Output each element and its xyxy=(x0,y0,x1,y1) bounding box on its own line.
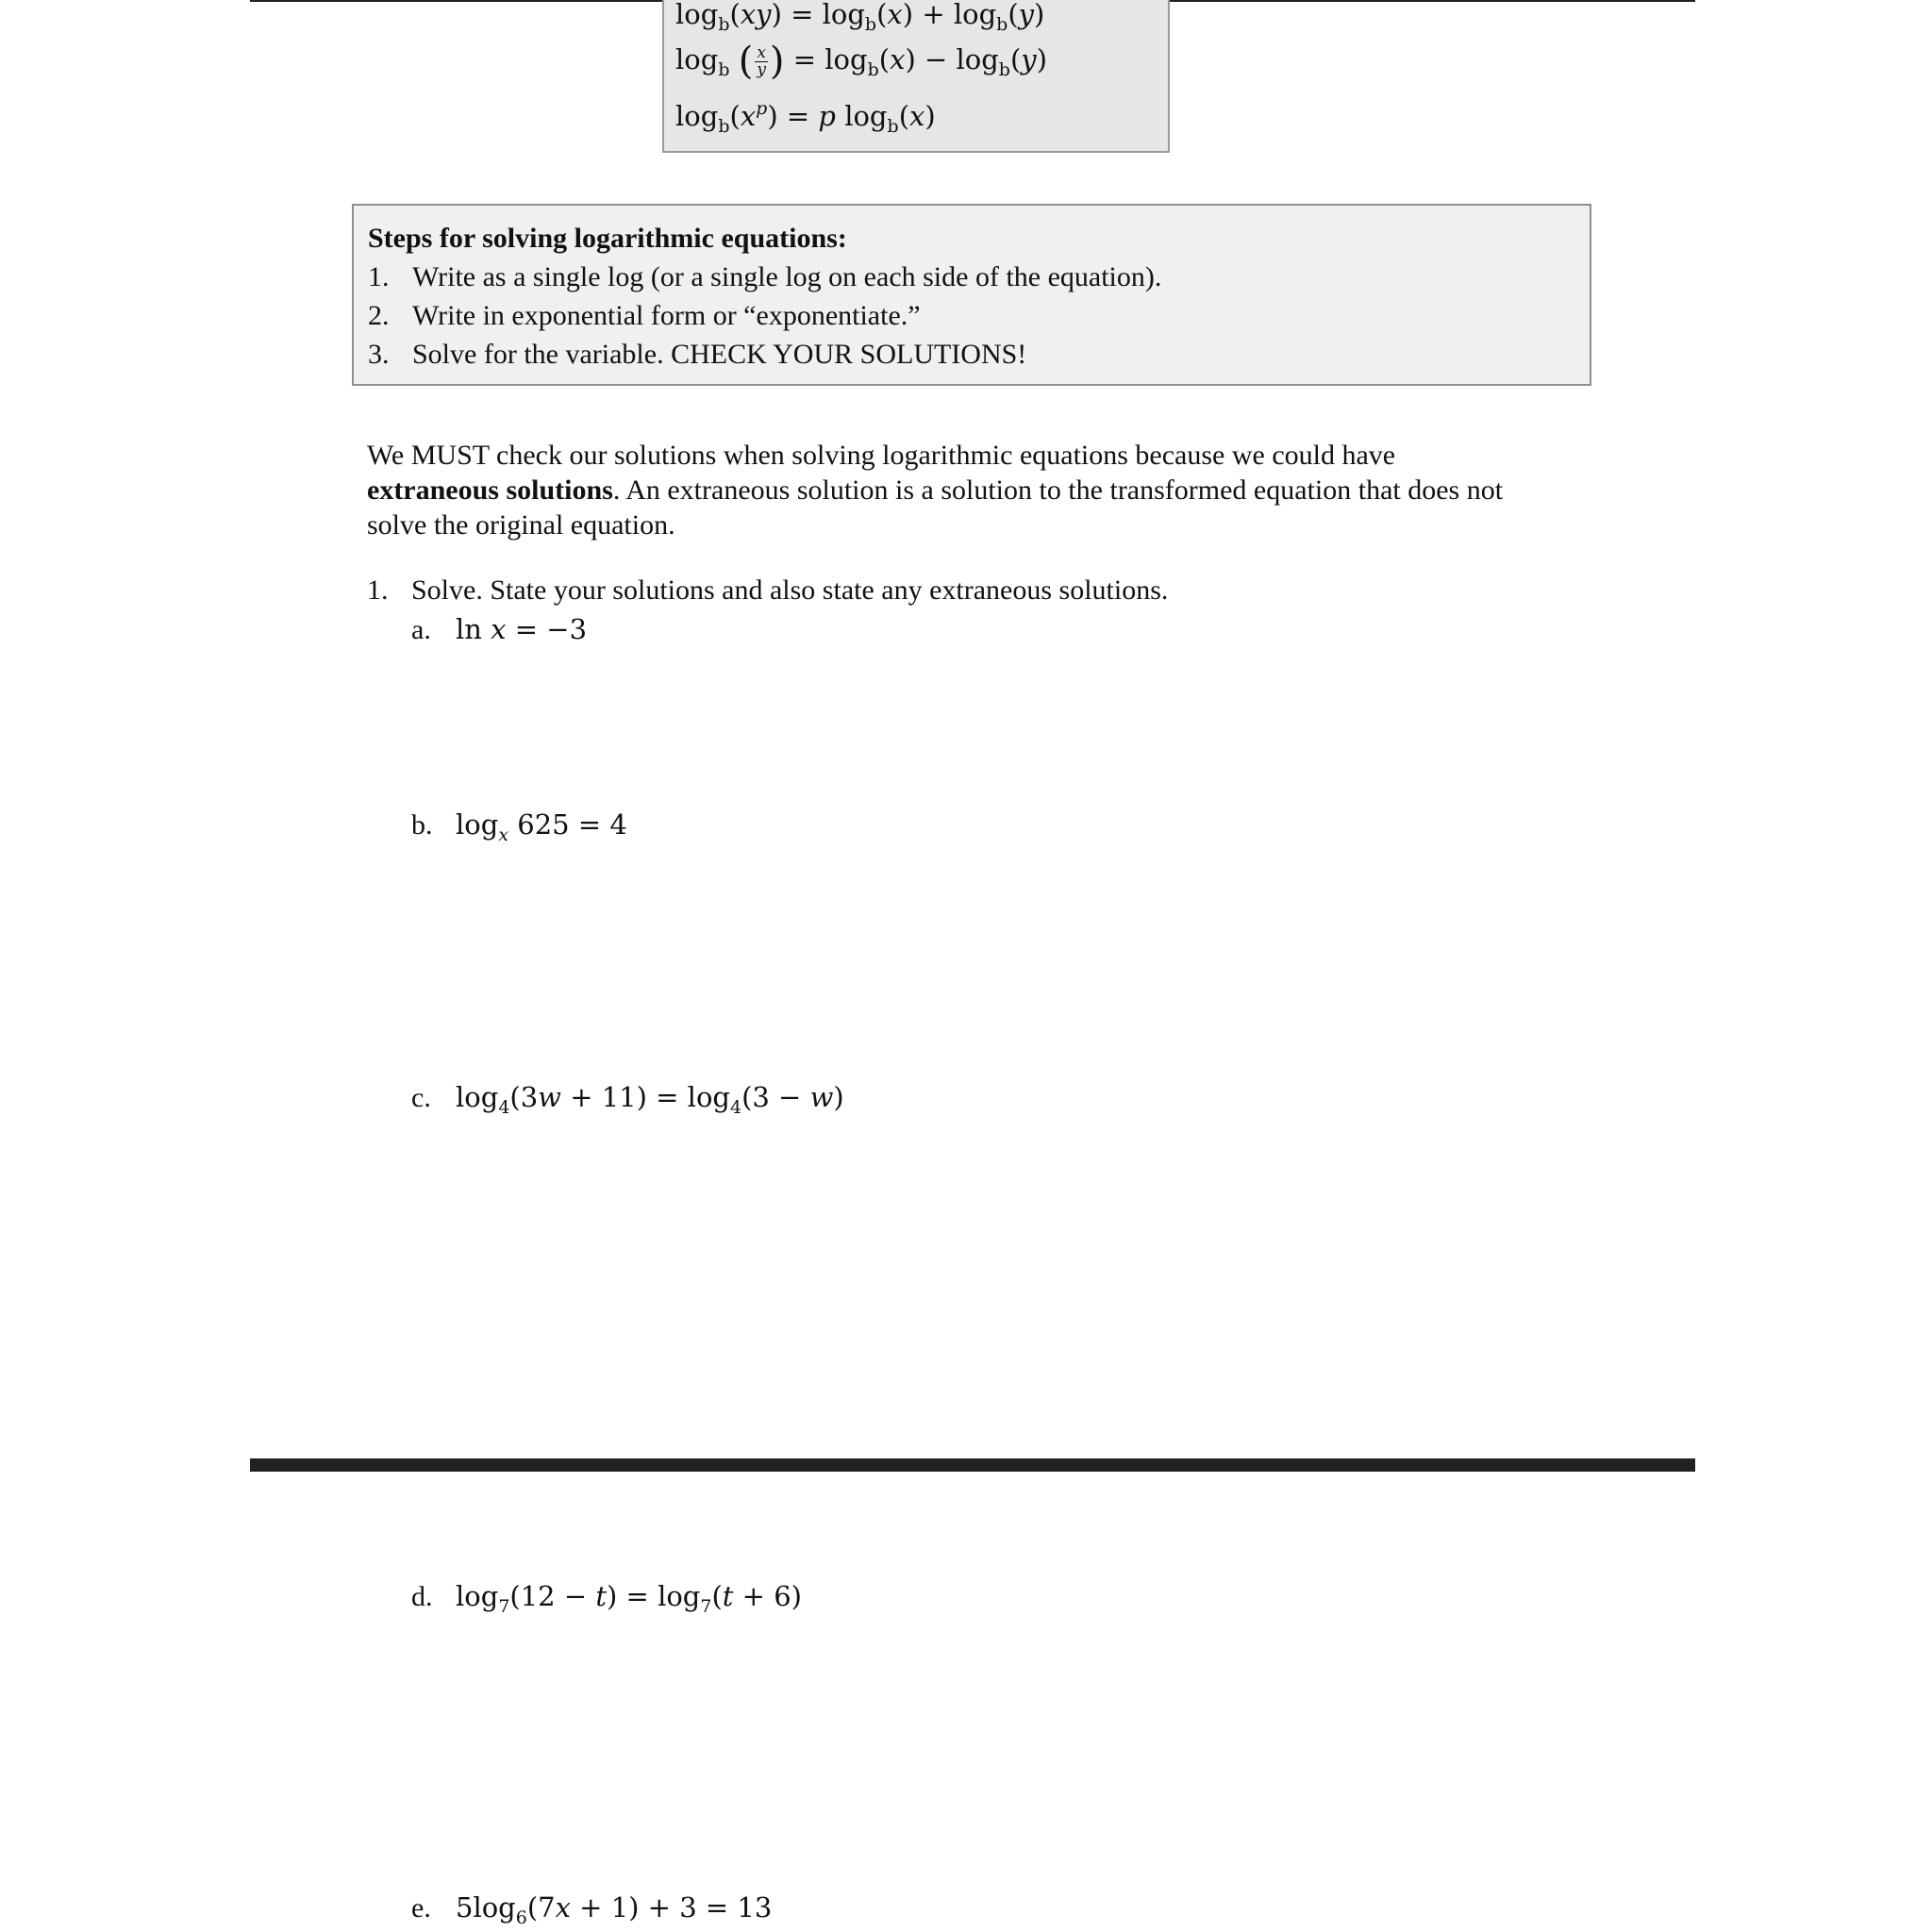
part-d-equation: $\log_7(12 - t) = \log_7(t + 6)$ xyxy=(456,1580,802,1617)
extraneous-paragraph: We MUST check our solutions when solving logarithmic equations because we could have extraneous solutions. An extraneous solution is a solution to the transformed equation that does not solve the original equation. xyxy=(367,440,1504,541)
steps-box xyxy=(352,204,1591,386)
page-divider xyxy=(250,1458,1695,1472)
log-properties-box xyxy=(662,0,1170,153)
part-c-equation: $\log_4(3w + 11) = \log_4(3 - w)$ xyxy=(456,1081,844,1118)
step-item: 3. Solve for the variable. CHECK YOUR SOLUTIONS! xyxy=(368,339,1027,370)
part-a-letter: a. xyxy=(411,614,431,645)
step-item: 2. Write in exponential form or “exponentiate.” xyxy=(368,300,921,331)
power-rule: $\log_b(x^p) = p$ $\log_b(x)$ xyxy=(675,98,936,137)
extraneous-term: extraneous solutions xyxy=(367,475,613,506)
part-b-letter: b. xyxy=(411,809,433,841)
quotient-rule: $\log_b$ ( $\frac{x}{y}$ ) = $\log_b(x) - \log_b(y)$ xyxy=(675,40,1048,83)
part-d-letter: d. xyxy=(411,1581,433,1612)
part-e-letter: e. xyxy=(411,1892,431,1924)
part-c-letter: c. xyxy=(411,1082,431,1113)
product-rule: $\log_b(xy) = \log_b(x) + \log_b(y)$ xyxy=(675,0,1045,35)
step-item: 1. Write as a single log (or a single log on each side of the equation). xyxy=(368,261,1162,292)
part-e-equation: $5\log_6(7x + 1) + 3 = 13$ xyxy=(456,1891,773,1928)
steps-title: Steps for solving logarithmic equations: xyxy=(368,223,847,254)
question-number: 1. xyxy=(367,575,389,606)
part-b-equation: $\log_x 625 = 4$ xyxy=(456,808,627,845)
part-a-equation: ln x = −3 xyxy=(456,613,588,645)
question-prompt: Solve. State your solutions and also state any extraneous solutions. xyxy=(411,575,1169,606)
